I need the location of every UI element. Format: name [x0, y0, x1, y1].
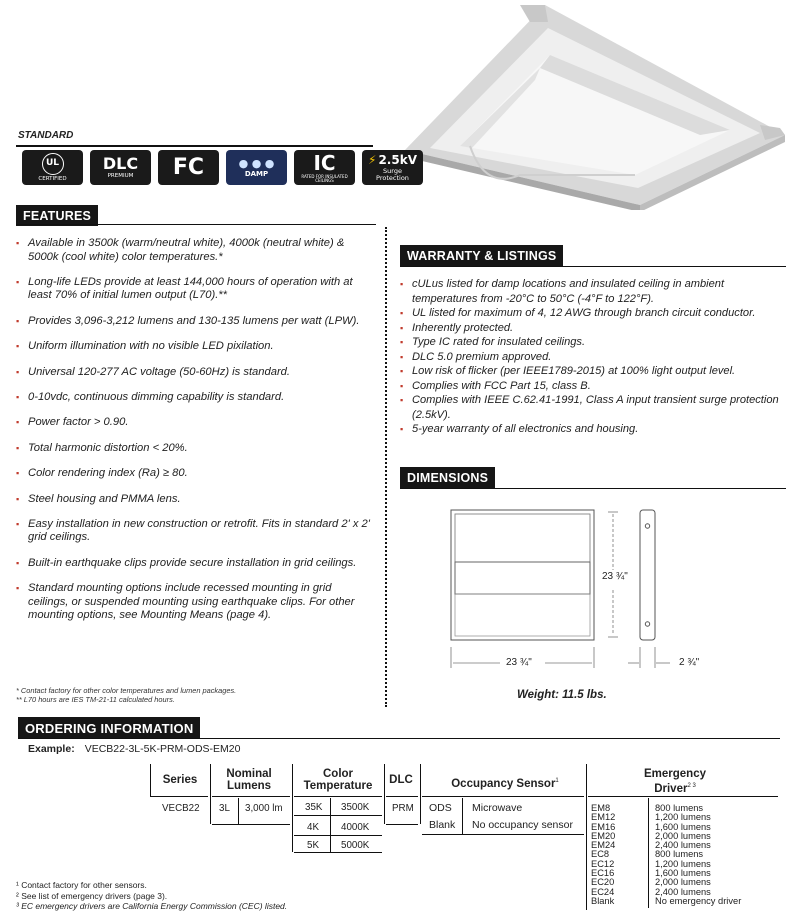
color-code-cell: 5K	[307, 840, 319, 851]
driver-value: No emergency driver	[655, 895, 742, 906]
list-item: ▪ Complies with IEEE C.62.41-1991, Class A input transient surge protection (2.5kV).	[400, 393, 786, 422]
features-footnotes	[16, 686, 236, 704]
ordering-header: ORDERING INFORMATION	[18, 717, 200, 739]
sep-lumens-right	[292, 764, 293, 852]
lumen-value-cell: 3,000 lm	[245, 803, 283, 814]
driver-value: 2,000 lumens	[655, 830, 711, 841]
color-value-cell: 5000K	[341, 840, 370, 851]
dlc-badge-text: PREMIUM	[107, 172, 134, 179]
list-item: ▪ Long-life LEDs provide at least 144,000 hours of operation with at least 70% of initial lumen output (L70).**	[16, 276, 372, 303]
driver-value: 2,000 lumens	[655, 877, 711, 888]
list-item: ▪ 0-10vdc, continuous dimming capability is standard.	[16, 391, 372, 405]
header-line-series	[150, 796, 208, 797]
cell-line-color-1	[294, 815, 382, 816]
sensor-code-cell: Blank	[429, 819, 456, 831]
footnote-cec: ³ EC emergency drivers are California Energy Commission (CEC) listed.	[16, 901, 288, 911]
fcc-logo: FC	[172, 154, 205, 180]
width-dimension-label: 23 ¾"	[506, 657, 532, 668]
header-line-driver	[588, 796, 778, 797]
dlc-cell: PRM	[392, 803, 414, 814]
driver-code: Blank	[591, 895, 615, 906]
driver-value: 1,600 lumens	[655, 868, 711, 879]
sep-driver-mid	[648, 798, 649, 908]
example-value: VECB22-3L-5K-PRM-ODS-EM20	[84, 743, 241, 755]
sep-color-mid	[330, 798, 331, 852]
driver-header-text: Emergency Driver	[643, 768, 706, 795]
list-item: ▪ Steel housing and PMMA lens.	[16, 493, 372, 507]
standard-label: STANDARD	[18, 130, 74, 141]
driver-code: EC24	[591, 886, 615, 897]
certification-badges	[22, 150, 423, 185]
cell-line-color-3	[294, 852, 382, 853]
list-item: ▪ Universal 120-277 AC voltage (50-60Hz) is standard.	[16, 366, 372, 380]
example-label: Example:	[28, 743, 75, 755]
sep-series-left	[150, 764, 151, 796]
sensor-value-cell: Microwave	[472, 802, 523, 814]
driver-value: 2,400 lumens	[655, 886, 711, 897]
lumen-code-cell: 3L	[219, 803, 230, 814]
ic-logo: IC	[313, 150, 336, 175]
ul-logo: UL	[42, 153, 64, 175]
ul-certified-badge	[22, 150, 83, 185]
damp-badge	[226, 150, 287, 185]
ordering-footnotes	[16, 880, 287, 912]
sep-sensor-mid	[462, 798, 463, 834]
cell-line-sensor	[422, 834, 584, 835]
surge-kv-value: 2.5kV	[378, 153, 417, 167]
features-rule	[16, 224, 376, 225]
list-item: ▪ Provides 3,096-3,212 lumens and 130-135 lumens per watt (LPW).	[16, 315, 372, 329]
sep-series-right	[210, 764, 211, 824]
driver-code-list	[591, 804, 615, 906]
sep-color-right	[384, 764, 385, 824]
column-divider	[385, 227, 387, 707]
dimensions-header: DIMENSIONS	[400, 467, 495, 488]
fcc-badge	[158, 150, 219, 185]
driver-value: 1,600 lumens	[655, 821, 711, 832]
header-line-lumens	[212, 796, 290, 797]
color-code-cell: 4K	[307, 822, 319, 833]
driver-code: EM16	[591, 821, 616, 832]
weight-label: Weight: 11.5 lbs.	[517, 689, 607, 701]
sep-dlc-right	[420, 764, 421, 824]
dimension-drawing	[440, 500, 720, 680]
color-code-cell: 35K	[305, 802, 323, 813]
col-header-color: Color Temperature	[303, 768, 373, 792]
color-value-cell: 4000K	[341, 822, 370, 833]
height-dimension-label: 23 ¾"	[602, 571, 628, 582]
surge-protection-badge	[362, 150, 423, 185]
header-line-sensor	[422, 796, 584, 797]
list-item: ▪ Standard mounting options include recessed mounting in grid ceilings, or suspended mounting using earthquake clips. For other mounting options, see Mounting Means (page 4).	[16, 582, 372, 623]
sensor-value-cell: No occupancy sensor	[472, 819, 573, 831]
list-item: ▪ cULus listed for damp locations and insulated ceiling in ambient temperatures from -20°C to 50°C (-4°F to 122°F).	[400, 277, 786, 306]
standard-rule	[16, 145, 373, 147]
damp-badge-text: DAMP	[244, 169, 269, 178]
sep-sensor-right	[586, 764, 587, 910]
list-item: ▪ Type IC rated for insulated ceilings.	[400, 335, 786, 350]
cell-line-dlc	[386, 824, 418, 825]
list-item: ▪ Complies with FCC Part 15, class B.	[400, 379, 786, 394]
ul-badge-text: CERTIFIED	[38, 175, 67, 182]
list-item: ▪ Inherently protected.	[400, 321, 786, 336]
sensor-header-sup: 1	[555, 778, 559, 784]
ordering-example	[28, 743, 240, 755]
col-header-driver	[625, 768, 725, 795]
col-header-series: Series	[162, 774, 198, 786]
driver-value-list	[655, 804, 741, 906]
list-item: ▪ DLC 5.0 premium approved.	[400, 350, 786, 365]
driver-value: 2,400 lumens	[655, 840, 711, 851]
col-header-dlc: DLC	[389, 774, 413, 786]
driver-value: 1,200 lumens	[655, 812, 711, 823]
driver-value: 800 lumens	[655, 803, 704, 813]
driver-code: EC20	[591, 877, 615, 888]
series-cell: VECB22	[162, 803, 200, 814]
driver-code: EC8	[591, 849, 610, 860]
col-header-lumens: Nominal Lumens	[226, 768, 272, 792]
product-image	[400, 0, 790, 210]
list-item: ▪ Available in 3500k (warm/neutral white), 4000k (neutral white) & 5000k (cool white) color temperatures.*	[16, 237, 372, 264]
driver-code: EC12	[591, 858, 615, 869]
features-header: FEATURES	[16, 205, 98, 226]
list-item: ▪ Color rendering index (Ra) ≥ 80.	[16, 467, 372, 481]
water-drops-icon: ● ● ●	[238, 156, 275, 170]
driver-value: 800 lumens	[655, 849, 704, 860]
list-item: ▪ Easy installation in new construction or retrofit. Fits in standard 2' x 2' grid ceilings.	[16, 518, 372, 545]
sep-lumens-mid	[238, 798, 239, 824]
footnote-l70: ** L70 hours are IES TM-21-11 calculated hours.	[16, 695, 175, 704]
list-item: ▪ Low risk of flicker (per IEEE1789-2015) at 100% light output level.	[400, 364, 786, 379]
surge-badge-text: Surge Protection	[376, 167, 409, 182]
driver-code: EC16	[591, 868, 615, 879]
dimensions-rule	[400, 488, 786, 489]
driver-value: 1,200 lumens	[655, 858, 711, 869]
footnote-sensors: ¹ Contact factory for other sensors.	[16, 880, 147, 890]
list-item: ▪ Total harmonic distortion < 20%.	[16, 442, 372, 456]
cell-line-lumens	[212, 824, 290, 825]
footnote-drivers: ² See list of emergency drivers (page 3).	[16, 890, 168, 901]
ic-rated-badge	[294, 150, 355, 185]
ic-badge-text: RATED FOR INSULATED CEILINGS	[301, 173, 348, 183]
lightning-icon: ⚡	[368, 153, 377, 167]
driver-header-sup: 2 3	[687, 783, 696, 789]
dlc-logo: DLC	[102, 153, 139, 173]
sensor-header-text: Occupancy Sensor	[451, 777, 556, 790]
list-item: ▪ 5-year warranty of all electronics and housing.	[400, 422, 786, 437]
driver-code: EM12	[591, 812, 616, 823]
col-header-sensor	[425, 775, 585, 790]
ordering-rule	[18, 738, 780, 739]
warranty-rule	[400, 266, 786, 267]
list-item: ▪ Uniform illumination with no visible LED pixilation.	[16, 340, 372, 354]
depth-dimension-label: 2 ¾"	[679, 657, 700, 668]
warranty-header: WARRANTY & LISTINGS	[400, 245, 563, 266]
sensor-code-cell: ODS	[429, 802, 452, 814]
driver-code: EM8	[591, 803, 611, 813]
color-value-cell: 3500K	[341, 802, 370, 813]
dlc-premium-badge	[90, 150, 151, 185]
list-item: ▪ UL listed for maximum of 4, 12 AWG through branch circuit conductor.	[400, 306, 786, 321]
header-line-color	[294, 796, 382, 797]
warranty-list	[400, 277, 786, 437]
cell-line-color-2	[294, 835, 382, 836]
driver-code: EM24	[591, 840, 616, 851]
list-item: ▪ Power factor > 0.90.	[16, 416, 372, 430]
features-list	[16, 237, 372, 635]
list-item: ▪ Built-in earthquake clips provide secure installation in grid ceilings.	[16, 557, 372, 571]
header-line-dlc	[386, 796, 418, 797]
footnote-color-temp: * Contact factory for other color temperatures and lumen packages.	[16, 686, 237, 695]
driver-code: EM20	[591, 830, 616, 841]
